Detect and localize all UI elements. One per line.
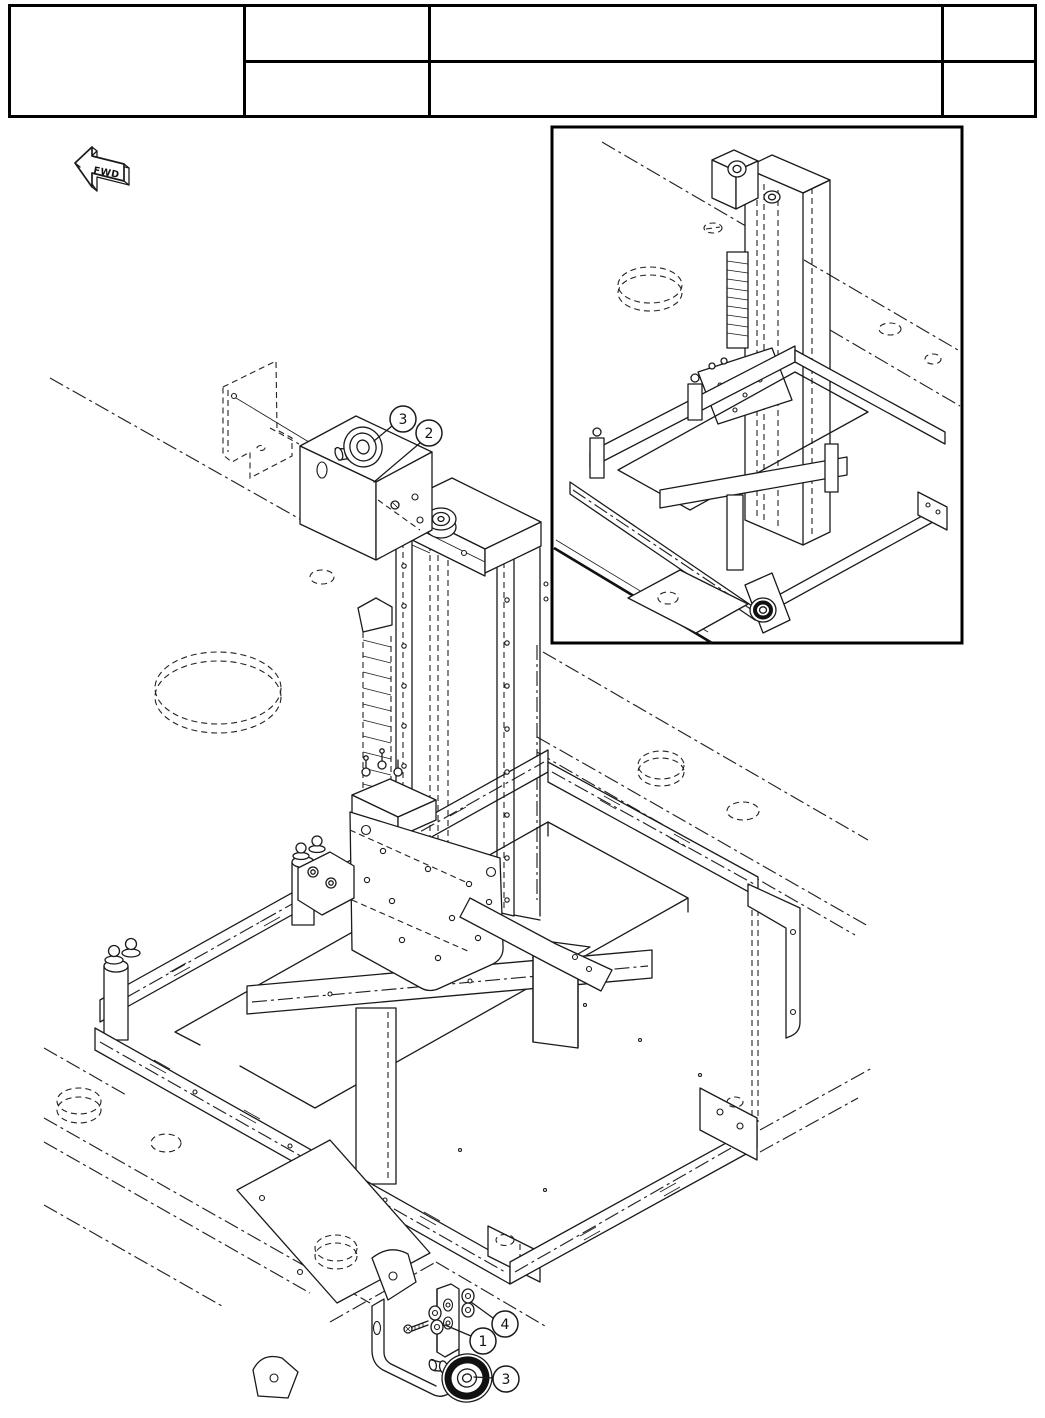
callout-3-upper xyxy=(390,406,416,432)
callout-1 xyxy=(470,1328,496,1354)
upper-bracket-and-roller xyxy=(223,361,432,560)
svg-text:1: 1 xyxy=(478,1334,488,1350)
fwd-arrow-icon xyxy=(75,147,129,191)
fwd-label: FWD xyxy=(92,165,121,181)
callout-3-lower xyxy=(493,1366,519,1392)
svg-text:3: 3 xyxy=(501,1372,511,1388)
svg-text:3: 3 xyxy=(398,412,408,428)
svg-text:2: 2 xyxy=(424,426,434,442)
callout-4 xyxy=(492,1311,518,1337)
inset-detail-box xyxy=(552,127,962,643)
svg-text:4: 4 xyxy=(500,1317,510,1333)
callout-2 xyxy=(416,420,442,446)
